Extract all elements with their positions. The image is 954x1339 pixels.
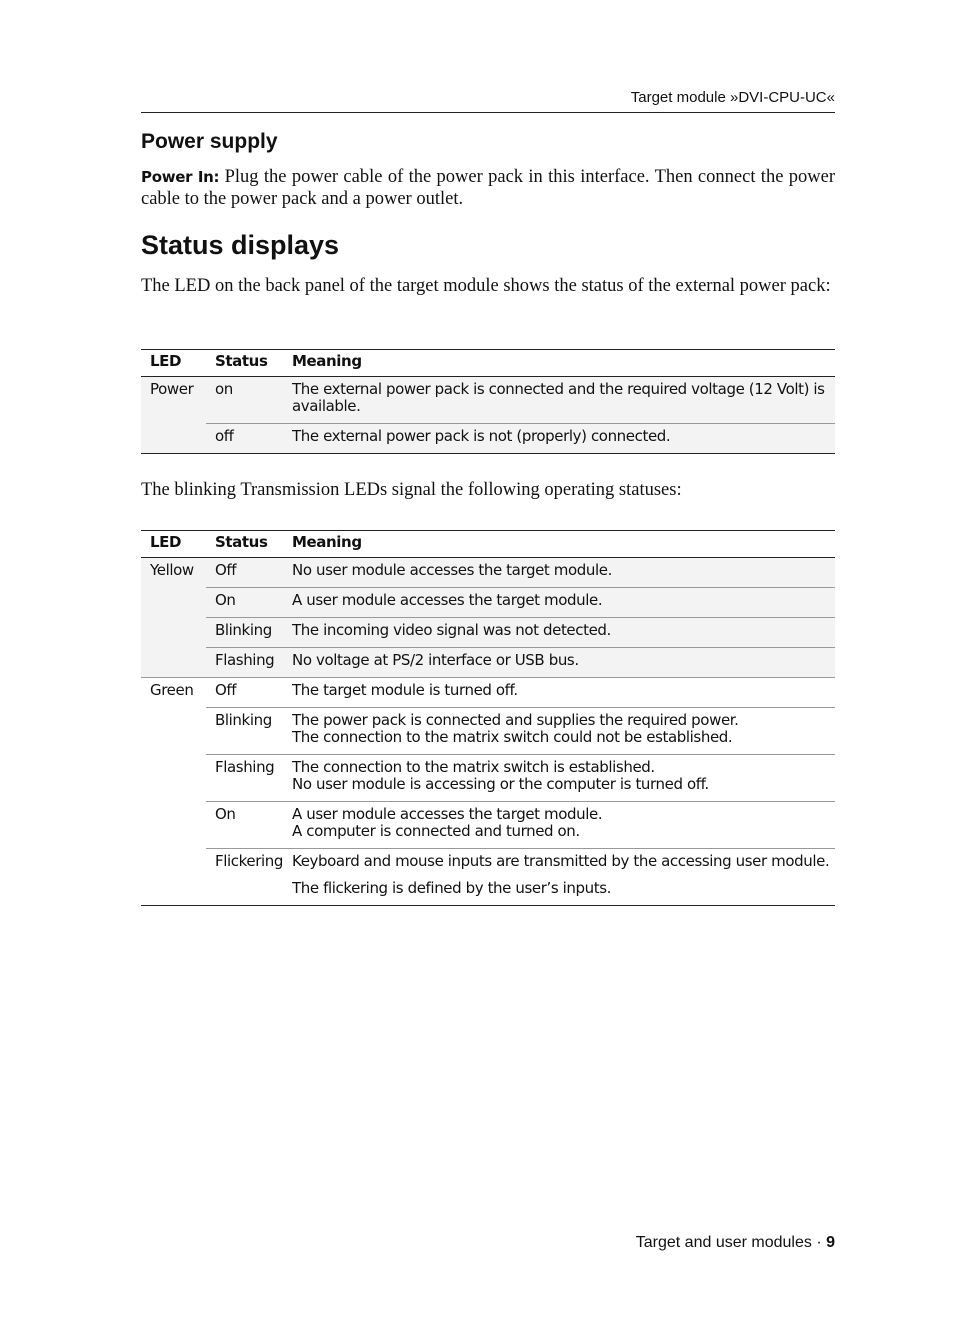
status-cell: Off xyxy=(206,558,283,588)
table-row xyxy=(141,618,835,648)
meaning-cell: The external power pack is connected and the required voltage (12 Volt) is available. xyxy=(283,377,835,424)
status-cell: Off xyxy=(215,681,237,699)
led-name-power: Power xyxy=(141,377,206,454)
header-meaning: Meaning xyxy=(283,350,835,377)
led-name-green: Green xyxy=(141,678,206,906)
table-header-row xyxy=(141,350,835,377)
meaning-cell: No voltage at PS/2 interface or USB bus. xyxy=(283,648,835,678)
page-footer xyxy=(636,1234,835,1252)
running-header: Target module »DVI-CPU-UC« xyxy=(630,89,835,106)
meaning-cell: A user module accesses the target module. xyxy=(283,588,835,618)
header-led: LED xyxy=(141,531,206,558)
table-row xyxy=(141,678,835,708)
status-cell: Flashing xyxy=(206,755,283,802)
table-row xyxy=(141,802,835,849)
table-header-row xyxy=(141,531,835,558)
table-row xyxy=(141,558,835,588)
meaning-line: No user module is accessing or the computer is turned off. xyxy=(292,775,709,793)
power-supply-text: Plug the power cable of the power pack in this interface. Then connect the power cable to the power pack and a power outlet. xyxy=(141,167,835,209)
status-cell: On xyxy=(206,588,283,618)
transmission-intro-paragraph: The blinking Transmission LEDs signal the following operating statuses: xyxy=(141,480,682,500)
status-cell: on xyxy=(206,377,283,424)
meaning-cell: The incoming video signal was not detected. xyxy=(283,618,835,648)
table-row xyxy=(141,849,835,906)
footer-text: Target and user modules · xyxy=(635,1234,822,1251)
table-row xyxy=(141,377,835,424)
meaning-cell xyxy=(283,802,835,849)
status-cell: Flickering xyxy=(206,849,283,906)
meaning-cell: The target module is turned off. xyxy=(292,681,518,699)
header-rule xyxy=(141,112,835,113)
status-cell: On xyxy=(206,802,283,849)
header-status: Status xyxy=(206,350,283,377)
meaning-cell xyxy=(283,755,835,802)
table-row xyxy=(141,588,835,618)
power-led-table xyxy=(141,349,835,454)
header-meaning: Meaning xyxy=(283,531,835,558)
power-supply-heading: Power supply xyxy=(141,130,278,153)
meaning-line: A user module accesses the target module. xyxy=(292,805,603,823)
table-row xyxy=(141,755,835,802)
status-cell: Blinking xyxy=(206,708,283,755)
meaning-cell: No user module accesses the target module. xyxy=(283,558,835,588)
led-name-yellow: Yellow xyxy=(141,558,206,678)
meaning-cell: The external power pack is not (properly) connected. xyxy=(283,424,835,454)
status-displays-heading: Status displays xyxy=(141,230,340,260)
meaning-line: Keyboard and mouse inputs are transmitted by the accessing user module. xyxy=(292,852,830,870)
header-status: Status xyxy=(206,531,283,558)
meaning-line: The power pack is connected and supplies the required power. xyxy=(292,711,739,729)
meaning-cell xyxy=(283,708,835,755)
status-cell: Blinking xyxy=(206,618,283,648)
status-intro-paragraph: The LED on the back panel of the target module shows the status of the external power pack: xyxy=(141,276,831,296)
page-number: 9 xyxy=(826,1234,835,1251)
status-cell: off xyxy=(206,424,283,454)
meaning-line: The flickering is defined by the user’s inputs. xyxy=(292,879,612,897)
power-in-label: Power In: xyxy=(141,168,220,186)
transmission-led-table xyxy=(141,530,835,906)
meaning-cell xyxy=(283,849,835,906)
meaning-line: The connection to the matrix switch could not be established. xyxy=(292,728,733,746)
status-cell: Flashing xyxy=(206,648,283,678)
meaning-line: A computer is connected and turned on. xyxy=(292,822,580,840)
header-led: LED xyxy=(141,350,206,377)
table-row xyxy=(141,424,835,454)
table-row xyxy=(141,708,835,755)
table-row xyxy=(141,648,835,678)
power-supply-paragraph xyxy=(141,166,835,210)
meaning-line: The connection to the matrix switch is established. xyxy=(292,758,655,776)
